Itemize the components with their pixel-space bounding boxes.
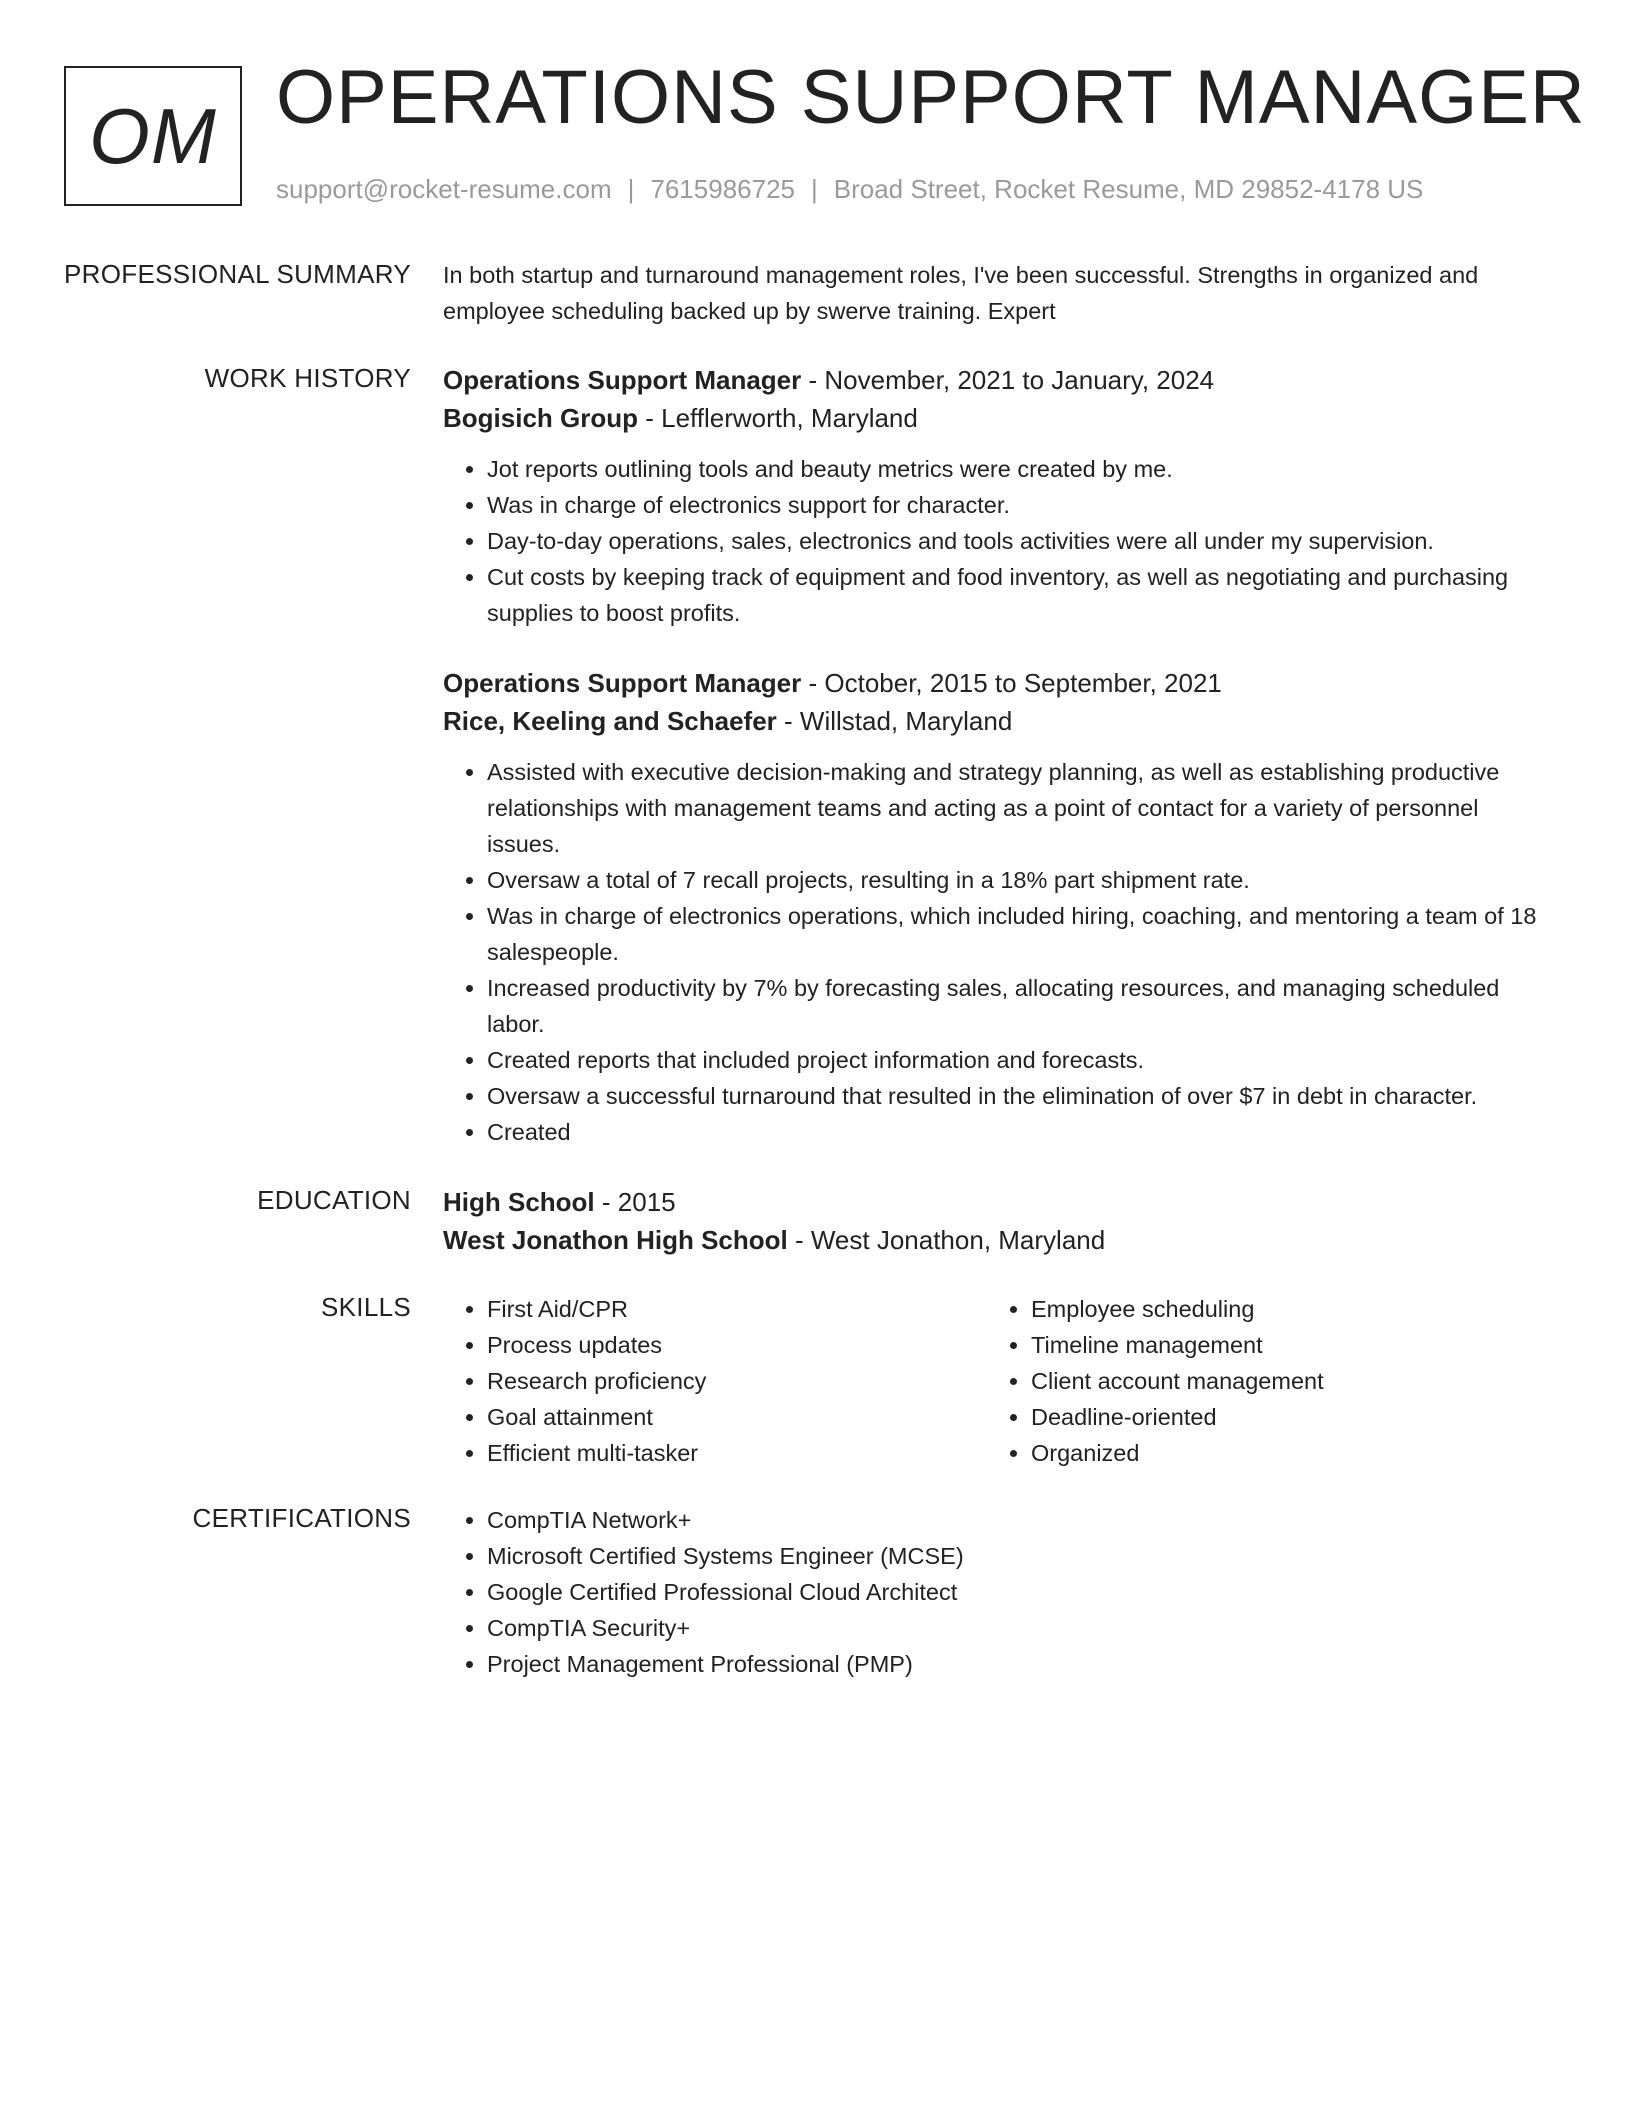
contact-line <box>276 174 1423 205</box>
job-bullet: • Was in charge of electronics support for character. <box>487 487 1558 523</box>
education-degree: High School <box>443 1187 595 1217</box>
section-label-certifications: CERTIFICATIONS <box>192 1503 411 1533</box>
job-bullet: • Was in charge of electronics operations, which included hiring, coaching, and mentoring a team of 18 salespeople. <box>487 898 1558 970</box>
job-company-line <box>443 702 1558 740</box>
certification-item: • CompTIA Security+ <box>487 1610 1558 1646</box>
skills-grid <box>443 1291 1558 1471</box>
work-body <box>443 361 1558 1150</box>
section-label-work: WORK HISTORY <box>204 363 411 393</box>
job-title: Operations Support Manager <box>443 668 802 698</box>
skill-item: • Deadline-oriented <box>1031 1399 1531 1435</box>
contact-separator: | <box>811 174 818 204</box>
skill-item: • Process updates <box>487 1327 987 1363</box>
job-bullet: • Created reports that included project information and forecasts. <box>487 1042 1558 1078</box>
certification-item: • Google Certified Professional Cloud Architect <box>487 1574 1558 1610</box>
monogram-text: OM <box>89 91 217 180</box>
job-title-line <box>443 361 1558 399</box>
skill-item: • Organized <box>1031 1435 1531 1471</box>
job-bullet: • Jot reports outlining tools and beauty metrics were created by me. <box>487 451 1558 487</box>
section-label-summary: PROFESSIONAL SUMMARY <box>64 259 411 289</box>
summary-body <box>443 257 1558 329</box>
job-bullet: • Oversaw a total of 7 recall projects, resulting in a 18% part shipment rate. <box>487 862 1558 898</box>
skill-item: • Timeline management <box>1031 1327 1531 1363</box>
job-company: Bogisich Group <box>443 403 638 433</box>
resume-title: OPERATIONS SUPPORT MANAGER <box>276 55 1586 140</box>
education-school-line <box>443 1221 1558 1259</box>
contact-email[interactable]: support@rocket-resume.com <box>276 174 612 204</box>
education-location: - West Jonathon, Maryland <box>787 1225 1106 1255</box>
certification-item: • Microsoft Certified Systems Engineer (MCSE) <box>487 1538 1558 1574</box>
certification-item: • CompTIA Network+ <box>487 1502 1558 1538</box>
certification-item: • Project Management Professional (PMP) <box>487 1646 1558 1682</box>
job-bullet: • Cut costs by keeping track of equipment and food inventory, as well as negotiating and purchasing supplies to boost profits. <box>487 559 1558 631</box>
skills-list-left <box>443 1291 987 1471</box>
skills-list-right <box>987 1291 1531 1471</box>
job-company-line <box>443 399 1558 437</box>
job-bullet: • Created <box>487 1114 1558 1150</box>
skill-item: • Goal attainment <box>487 1399 987 1435</box>
job-title-line <box>443 664 1558 702</box>
skills-body <box>443 1291 1558 1471</box>
job-bullet: • Increased productivity by 7% by forecasting sales, allocating resources, and managing scheduled labor. <box>487 970 1558 1042</box>
skill-item: • Efficient multi-tasker <box>487 1435 987 1471</box>
skill-item: • Research proficiency <box>487 1363 987 1399</box>
job-dates: - November, 2021 to January, 2024 <box>801 365 1215 395</box>
summary-text: In both startup and turnaround management roles, I've been successful. Strengths in organized and employee scheduling backed up by swerve training. Expert <box>443 262 1479 324</box>
certifications-list <box>443 1502 1558 1682</box>
job-bullet: • Assisted with executive decision-making and strategy planning, as well as establishing productive relationships with management teams and acting as a point of contact for a variety of personnel issues. <box>487 754 1558 862</box>
education-body <box>443 1183 1558 1259</box>
education-degree-line <box>443 1183 1558 1221</box>
education-year: - 2015 <box>594 1187 676 1217</box>
skill-item: • First Aid/CPR <box>487 1291 987 1327</box>
job-dates: - October, 2015 to September, 2021 <box>801 668 1222 698</box>
monogram-badge <box>64 66 242 206</box>
skill-item: • Client account management <box>1031 1363 1531 1399</box>
jobs-list <box>443 361 1558 1150</box>
job-location: - Lefflerworth, Maryland <box>638 403 918 433</box>
job-company: Rice, Keeling and Schaefer <box>443 706 777 736</box>
job-title: Operations Support Manager <box>443 365 802 395</box>
job-entry <box>443 361 1558 631</box>
education-school: West Jonathon High School <box>443 1225 788 1255</box>
job-location: - Willstad, Maryland <box>776 706 1013 736</box>
job-bullet: • Day-to-day operations, sales, electronics and tools activities were all under my supervision. <box>487 523 1558 559</box>
job-bullets <box>443 451 1558 631</box>
skill-item: • Employee scheduling <box>1031 1291 1531 1327</box>
section-label-education: EDUCATION <box>257 1185 411 1215</box>
section-label-skills: SKILLS <box>321 1292 411 1322</box>
job-bullets <box>443 754 1558 1150</box>
job-bullet: • Oversaw a successful turnaround that resulted in the elimination of over $7 in debt in character. <box>487 1078 1558 1114</box>
job-entry <box>443 664 1558 1150</box>
contact-phone[interactable]: 7615986725 <box>650 174 795 204</box>
contact-separator: | <box>627 174 635 204</box>
certifications-body <box>443 1502 1558 1682</box>
contact-address: Broad Street, Rocket Resume, MD 29852-4178 US <box>833 174 1424 204</box>
